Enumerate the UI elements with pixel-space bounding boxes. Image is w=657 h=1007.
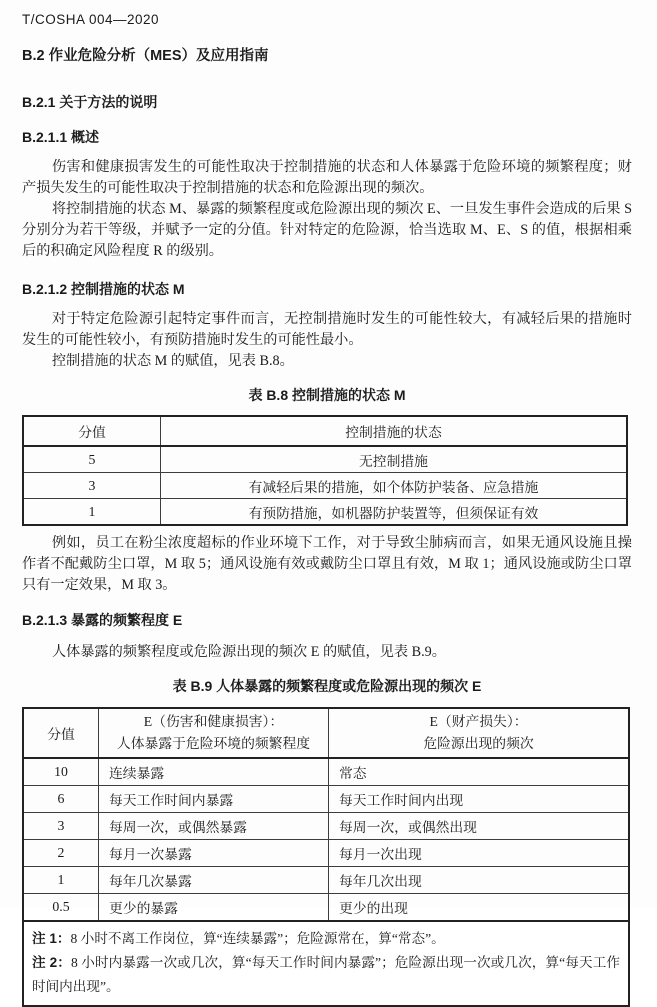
header-health-line2: 人体暴露于危险环境的频繁程度 <box>116 736 311 751</box>
table-b9-header-health <box>99 708 329 758</box>
heading-b211: B.2.1.1 概述 <box>22 129 100 145</box>
b9-property: 每月一次出现 <box>329 840 630 867</box>
note-2-label: 注 2： <box>32 955 71 970</box>
header-property-line1: E（财产损失）： <box>429 714 528 729</box>
note-2 <box>32 951 620 999</box>
b9-health: 更少的暴露 <box>99 894 329 922</box>
table-b8 <box>22 415 628 526</box>
table-b9 <box>22 707 630 1007</box>
table-b8-score: 5 <box>23 446 161 473</box>
paragraph-m-ref: 控制措施的状态 M 的赋值，见表 B.8。 <box>51 353 294 369</box>
table-b9-notes-row <box>23 921 629 1006</box>
table-row <box>23 786 629 813</box>
b9-property: 更少的出现 <box>329 894 630 922</box>
b9-health: 每月一次暴露 <box>99 840 329 867</box>
heading-b2: B.2 作业危险分析（MES）及应用指南 <box>22 48 269 64</box>
table-row <box>23 758 629 786</box>
table-b8-state: 无控制措施 <box>161 446 628 473</box>
note-1-label: 注 1： <box>32 931 71 946</box>
table-b8-header-score: 分值 <box>23 416 161 446</box>
paragraph-e-ref: 人体暴露的频繁程度或危险源出现的频次 E 的赋值，见表 B.9。 <box>51 644 446 660</box>
paragraph-m-example: 例如，员工在粉尘浓度超标的作业环境下工作，对于导致尘肺病而言，如果无通风设施且操作者不配戴防尘口罩，M 取 5；通风设施有效或戴防尘口罩且有效，M 取 1；通风设施或防尘口罩只有一定效果，M 取 3。 <box>22 535 632 593</box>
table-b9-header-score: 分值 <box>23 708 99 758</box>
note-2-text: 8 小时内暴露一次或几次，算“每天工作时间内暴露”；危险源出现一次或几次，算“每天工作时间内出现”。 <box>32 955 620 994</box>
heading-b212: B.2.1.2 控制措施的状态 M <box>22 281 185 297</box>
paragraph-overview-2: 将控制措施的状态 M、暴露的频繁程度或危险源出现的频次 E、一旦发生事件会造成的后果 S 分别分为若干等级，并赋予一定的分值。针对特定的危险源，恰当选取 M、E、S 的值，根据相乘后的积确定风险程度 R 的级别。 <box>22 201 632 259</box>
b9-score: 10 <box>23 758 99 786</box>
table-b8-state: 有减轻后果的措施，如个体防护装备、应急措施 <box>161 473 628 499</box>
note-1 <box>32 927 620 951</box>
table-b8-header-row <box>23 416 627 446</box>
note-1-text: 8 小时不离工作岗位，算“连续暴露”；危险源常在，算“常态”。 <box>70 931 445 946</box>
table-row <box>23 894 629 922</box>
b9-property: 每天工作时间内出现 <box>329 786 630 813</box>
table-row <box>23 867 629 894</box>
table-b8-score: 3 <box>23 473 161 499</box>
b9-property: 每周一次，或偶然出现 <box>329 813 630 840</box>
table-b8-state: 有预防措施，如机器防护装置等，但须保证有效 <box>161 499 628 526</box>
table-row <box>23 473 627 499</box>
b9-health: 每年几次暴露 <box>99 867 329 894</box>
table-b9-header-property <box>329 708 630 758</box>
header-health-line1: E（伤害和健康损害）： <box>143 714 284 729</box>
heading-b21: B.2.1 关于方法的说明 <box>22 94 158 110</box>
b9-score: 3 <box>23 813 99 840</box>
table-b8-score: 1 <box>23 499 161 526</box>
table-row <box>23 499 627 526</box>
b9-score: 1 <box>23 867 99 894</box>
b9-property: 每年几次出现 <box>329 867 630 894</box>
table-b8-caption: 表 B.8 控制措施的状态 M <box>248 387 406 403</box>
paragraph-m-desc: 对于特定危险源引起特定事件而言，无控制措施时发生的可能性较大，有减轻后果的措施时发生的可能性较小，有预防措施时发生的可能性最小。 <box>22 311 632 348</box>
table-row <box>23 446 627 473</box>
table-b9-header-row <box>23 708 629 758</box>
b9-health: 连续暴露 <box>99 758 329 786</box>
header-property-line2: 危险源出现的频次 <box>423 736 534 751</box>
b9-score: 6 <box>23 786 99 813</box>
table-b8-header-state: 控制措施的状态 <box>161 416 628 446</box>
table-b9-notes-cell <box>23 921 629 1006</box>
table-row <box>23 813 629 840</box>
b9-health: 每周一次，或偶然暴露 <box>99 813 329 840</box>
doc-code: T/COSHA 004—2020 <box>22 12 160 27</box>
b9-score: 0.5 <box>23 894 99 922</box>
table-b9-caption: 表 B.9 人体暴露的频繁程度或危险源出现的频次 E <box>172 678 482 694</box>
table-row <box>23 840 629 867</box>
paragraph-overview-1: 伤害和健康损害发生的可能性取决于控制措施的状态和人体暴露于危险环境的频繁程度；财产损失发生的可能性取决于控制措施的状态和危险源出现的频次。 <box>22 159 632 196</box>
b9-property: 常态 <box>329 758 630 786</box>
b9-score: 2 <box>23 840 99 867</box>
heading-b213: B.2.1.3 暴露的频繁程度 E <box>22 612 183 628</box>
b9-health: 每天工作时间内暴露 <box>99 786 329 813</box>
